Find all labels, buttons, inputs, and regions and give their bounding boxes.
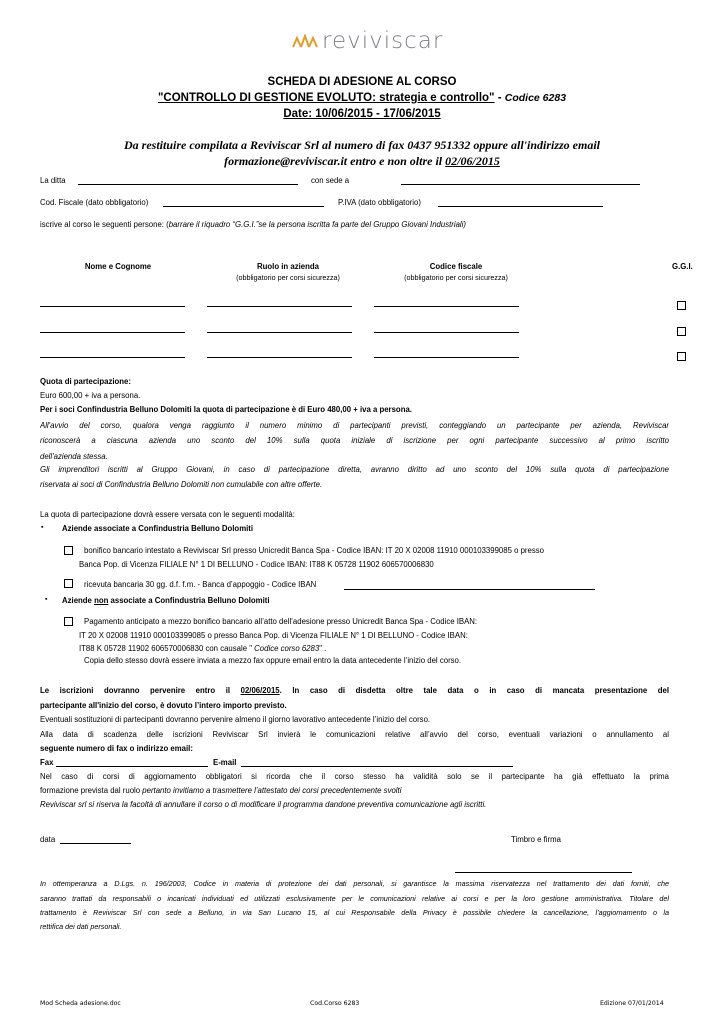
terms-l7-pre: formazione prevista dal ruolo [40, 786, 143, 795]
opt3-l3-code: Codice corso 6283 [252, 644, 320, 653]
opt3-l3-pre: IT88 K 05728 11902 606570006830 con causale " [79, 644, 252, 653]
course-code: Codice 6283 [504, 92, 567, 104]
assoc-title: Aziende associate a Confindustria Belluno Dolomiti [62, 524, 254, 533]
fees-base: Euro 600,00 + iva a persona. [40, 391, 141, 400]
payment-option-checkbox[interactable] [64, 579, 73, 588]
terms-l6: Nel caso di corsi di aggiornamento obbligatori si ricorda che il corso stesso ha validità solo se il partecipante ha già effettuato la prima [40, 772, 669, 781]
terms-l7-italic: pertanto invitiamo a trasmettere l’attestato dei corsi precedentemente svolti [142, 786, 402, 795]
logo-icon [292, 34, 318, 53]
payment-option-checkbox[interactable] [64, 546, 73, 555]
brand-logo [292, 28, 443, 54]
privacy-l2: saranno trattati da responsabili o incaricati individuati ed utilizzati esclusivamente per le comunicazioni relative ai corsi e per la loro gestione amministrativa. Titolare del [40, 894, 669, 903]
course-code-separator: - [494, 92, 505, 104]
form-title: SCHEDA DI ADESIONE AL CORSO [267, 76, 457, 88]
nonassoc-post: associate a Confindustria Belluno Dolomiti [108, 596, 270, 605]
col-role-note: (obbligatorio per corsi sicurezza) [236, 273, 340, 282]
opt3-l3-post: " . [319, 644, 327, 653]
instructions-line2 [0, 154, 724, 169]
deadline-date: 02/06/2015 [445, 154, 500, 168]
col-role-header: Ruolo in azienda [257, 262, 319, 271]
date-label: data [40, 835, 56, 844]
col-ggi-header: G.G.I. [672, 262, 693, 271]
fees-discount-l1: All'avvio del corso, qualora venga raggiunto il numero minimo di partecipanti previsti, conteggiando un partecipante per azienda, Reviviscar [40, 421, 669, 430]
terms-l5: seguente numero di fax o indirizzo email: [40, 744, 193, 753]
ggi-checkbox[interactable] [677, 301, 686, 310]
terms-l1 [40, 686, 669, 695]
fees-gg-l1: Gli imprenditori iscritti al Gruppo Giovani, in caso di partecipazione diretta, avranno diritto ad uno sconto del 10% sulla quota di partecipazione [40, 465, 669, 474]
payment-opt2: ricevuta bancaria 30 gg. d.f. f.m. - Banca d’appoggio - Codice IBAN [84, 580, 317, 589]
payment-opt3-l3 [79, 644, 326, 653]
payment-opt3-l2: IT 20 X 02008 11910 000103399085 o presso Banca Pop. di Vicenza FILIALE N° 1 DI BELLUNO - Codice IBAN: [79, 631, 468, 640]
cf-label: Cod. Fiscale (dato obbligatorio) [40, 198, 149, 207]
email-field[interactable] [241, 766, 513, 767]
nonassoc-non: non [94, 596, 109, 605]
cf-field[interactable] [163, 206, 324, 207]
ditta-field[interactable] [78, 184, 298, 185]
footer-edition: Edizione 07/01/2014 [600, 1000, 664, 1007]
col-name-header: Nome e Cognome [84, 262, 152, 271]
piva-field[interactable] [438, 206, 603, 207]
piva-label: P.IVA (dato obbligatorio) [338, 198, 421, 207]
terms-l4: Alla data di scadenza delle iscrizioni Reviviscar Srl invierà le comunicazioni relative all’avvio del corso, eventuali variazioni o annullamento al [40, 730, 669, 739]
terms-l8: Reviviscar srl si riserva la facoltà di annullare il corso o di modificare il programma dandone preventiva comunicazione agli iscritti. [40, 800, 487, 809]
col-cf-note: (obbligatorio per corsi sicurezza) [404, 273, 508, 282]
sede-label: con sede a [311, 176, 350, 185]
signature-field[interactable] [455, 872, 632, 873]
sede-field[interactable] [401, 184, 640, 185]
payment-opt3-l4: Copia dello stesso dovrà essere inviata a mezzo fax oppure email entro la data antecedente l’inizio del corso. [84, 656, 462, 665]
participant-cf-field[interactable] [374, 306, 519, 307]
terms-l7 [40, 786, 401, 795]
iscrive-text [40, 220, 466, 229]
date-field[interactable] [60, 843, 131, 844]
ggi-checkbox[interactable] [677, 327, 686, 336]
privacy-l3: trattamento è Reviviscar Srl con sede a Belluno, in via San Lucano 15, al cui Responsabile della Privacy è possibile chiedere la cancellazione, l’aggiornamento o la [40, 908, 669, 917]
footer-course-code: Cod.Corso 6283 [310, 1000, 360, 1007]
course-name: "CONTROLLO DI GESTIONE EVOLUTO: strategia e controllo" [157, 92, 495, 104]
fees-gg-l2: riservata ai soci di Confindustria Belluno Dolomiti non cumulabile con altre offerte. [40, 480, 323, 489]
fees-title: Quota di partecipazione: [40, 377, 131, 386]
payment-opt1-l1: bonifico bancario intestato a Reviviscar Srl presso Unicredit Banca Spa - Codice IBAN: IT 20 X 02008 11910 000103399085 o presso [84, 546, 545, 555]
terms-l1-post: . In caso di disdetta oltre tale data o in caso di mancata presentazione del [279, 686, 669, 695]
stamp-label: Timbro e firma [511, 835, 561, 844]
participant-name-field[interactable] [40, 306, 185, 307]
fees-discount-l3: dell'azienda stessa. [40, 452, 108, 461]
iban-field[interactable] [344, 589, 595, 590]
participant-name-field[interactable] [40, 357, 185, 358]
email-label: E-mail [213, 758, 237, 767]
terms-l2: partecipante all'inizio del corso, è dovuto l’intero importo previsto. [40, 701, 287, 710]
participant-role-field[interactable] [207, 306, 352, 307]
instructions-line1: Da restituire compilata a Reviviscar Srl al numero di fax 0437 951332 oppure all'indirizzo email [123, 138, 601, 152]
payment-opt3-l1: Pagamento anticipato a mezzo bonifico bancario all’atto dell’adesione presso Unicredit Banca Spa - Codice IBAN: [84, 617, 478, 626]
bullet-icon: ▪ [45, 596, 48, 603]
terms-deadline: 02/06/2015 [240, 686, 280, 695]
participant-role-field[interactable] [207, 357, 352, 358]
participant-name-field[interactable] [40, 332, 185, 333]
course-dates: Date: 10/06/2015 - 17/06/2015 [283, 108, 441, 120]
ditta-label: La ditta [40, 176, 66, 185]
ggi-checkbox[interactable] [677, 352, 686, 361]
terms-l1-pre: Le iscrizioni dovranno pervenire entro il [40, 686, 241, 695]
participant-role-field[interactable] [207, 332, 352, 333]
nonassoc-title [62, 596, 270, 605]
iscrive-label: iscrive al corso le seguenti persone: ( [40, 220, 169, 229]
col-cf-header: Codice fiscale [429, 262, 483, 271]
bullet-icon: ▪ [41, 524, 44, 531]
fees-discount-l2: riconoscerà a ciascuna azienda uno sconto del 10% sulla quota iniziale di iscrizione per ogni partecipante successivo al primo iscritto [40, 436, 669, 445]
participant-cf-field[interactable] [374, 357, 519, 358]
participant-cf-field[interactable] [374, 332, 519, 333]
fax-label: Fax [40, 758, 54, 767]
footer-filename: Mod Scheda adesione.doc [40, 1000, 121, 1007]
privacy-l1: In ottemperanza a D.Lgs. n. 196/2003, Codice in materia di protezione dei dati personali, si garantisce la massima riservatezza nel trattamento dei dati forniti, che [40, 879, 669, 888]
course-title [0, 92, 724, 104]
terms-l3: Eventuali sostituzioni di partecipanti dovranno pervenire almeno il giorno lavorativo antecedente l’inizio del corso. [40, 715, 431, 724]
fees-members: Per i soci Confindustria Belluno Dolomiti la quota di partecipazione è di Euro 480,00 + iva a persona. [40, 405, 412, 414]
fax-field[interactable] [56, 766, 208, 767]
iscrive-note: barrare il riquadro “G.G.I.”se la persona iscritta fa parte del Gruppo Giovani Industriali) [168, 220, 466, 229]
privacy-l4: rettifica dei dati personali. [40, 922, 122, 931]
payment-opt1-l2: Banca Pop. di Vicenza FILIALE N° 1 DI BELLUNO - Codice IBAN: IT88 K 05728 11902 606570006830 [79, 560, 434, 569]
payment-intro: La quota di partecipazione dovrà essere versata con le seguenti modalità: [40, 510, 295, 519]
nonassoc-pre: Aziende [62, 596, 95, 605]
payment-option-checkbox[interactable] [64, 617, 73, 626]
instructions-prefix: formazione@reviviscar.it entro e non oltre il [224, 154, 446, 168]
brand-name: reviviscar [322, 28, 444, 54]
